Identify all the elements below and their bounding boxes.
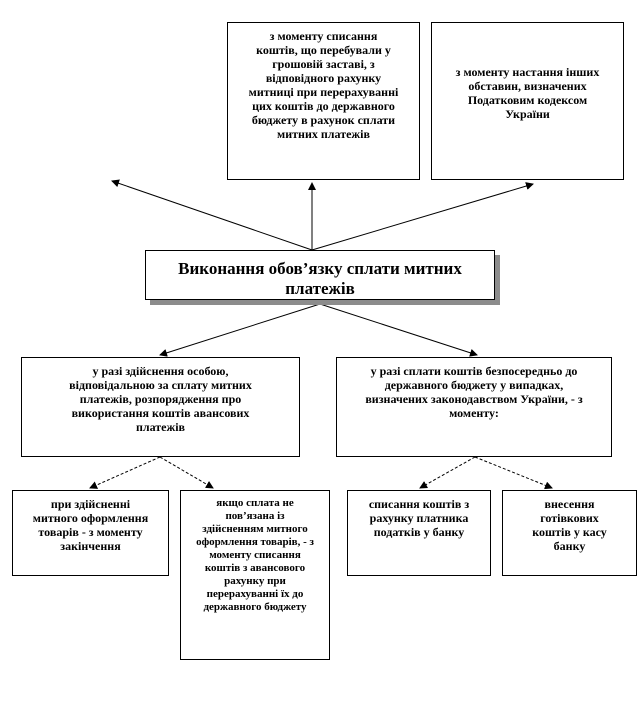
box-customs-clearance-end [12, 490, 169, 576]
central-node [145, 250, 495, 300]
box-cash-deposit [502, 490, 637, 576]
arrow-box-r-to-box-rr [475, 457, 552, 488]
box-direct-budget-payment [336, 357, 612, 457]
box-other-circumstances-text: з моменту настання інших обставин, визначених Податковим кодексом України [455, 65, 600, 121]
box-direct-budget-payment-text: у разі сплати коштів безпосередньо до державного бюджету у випадках, визначених законодавством України, - з моменту: [365, 364, 583, 420]
box-collateral-debit [227, 22, 420, 180]
box-taxpayer-account-debit-text: списання коштів з рахунку платника податків у банку [368, 497, 470, 539]
box-cash-deposit-text: внесення готівкових коштів у касу банку [532, 497, 607, 553]
box-taxpayer-account-debit [347, 490, 491, 576]
arrow-central-to-box-b [312, 184, 533, 250]
arrow-central-to-box-r [320, 304, 477, 355]
arrow-central-to-left-offpage [112, 181, 312, 250]
arrow-box-r-to-box-rl [420, 457, 475, 488]
arrow-box-l-to-box-ll [90, 457, 160, 488]
box-customs-clearance-end-text: при здійсненні митного оформлення товарів - з моменту закінчення [32, 497, 149, 553]
box-other-circumstances [431, 22, 624, 180]
box-advance-payment-order [21, 357, 300, 457]
box-advance-account-debit [180, 490, 330, 660]
arrow-central-to-box-l [160, 304, 320, 355]
box-advance-account-debit-text: якщо сплата не пов’язана із здійсненням митного оформлення товарів, - з моменту списання коштів з авансового рахунку при перерахуванні їх до державного бюджету [196, 497, 314, 613]
box-collateral-debit-text: з моменту списання коштів, що перебували у грошовій заставі, з відповідного рахунку митниці при перерахуванні цих коштів до державного бюджету в рахунок сплати митних платежів [248, 29, 399, 141]
arrow-box-l-to-box-lr [160, 457, 213, 488]
central-node-text: Виконання обов’язку сплати митних платежів [178, 258, 462, 298]
box-advance-payment-order-text: у разі здійснення особою, відповідальною за сплату митних платежів, розпорядження про використання коштів авансових платежів [69, 364, 252, 434]
